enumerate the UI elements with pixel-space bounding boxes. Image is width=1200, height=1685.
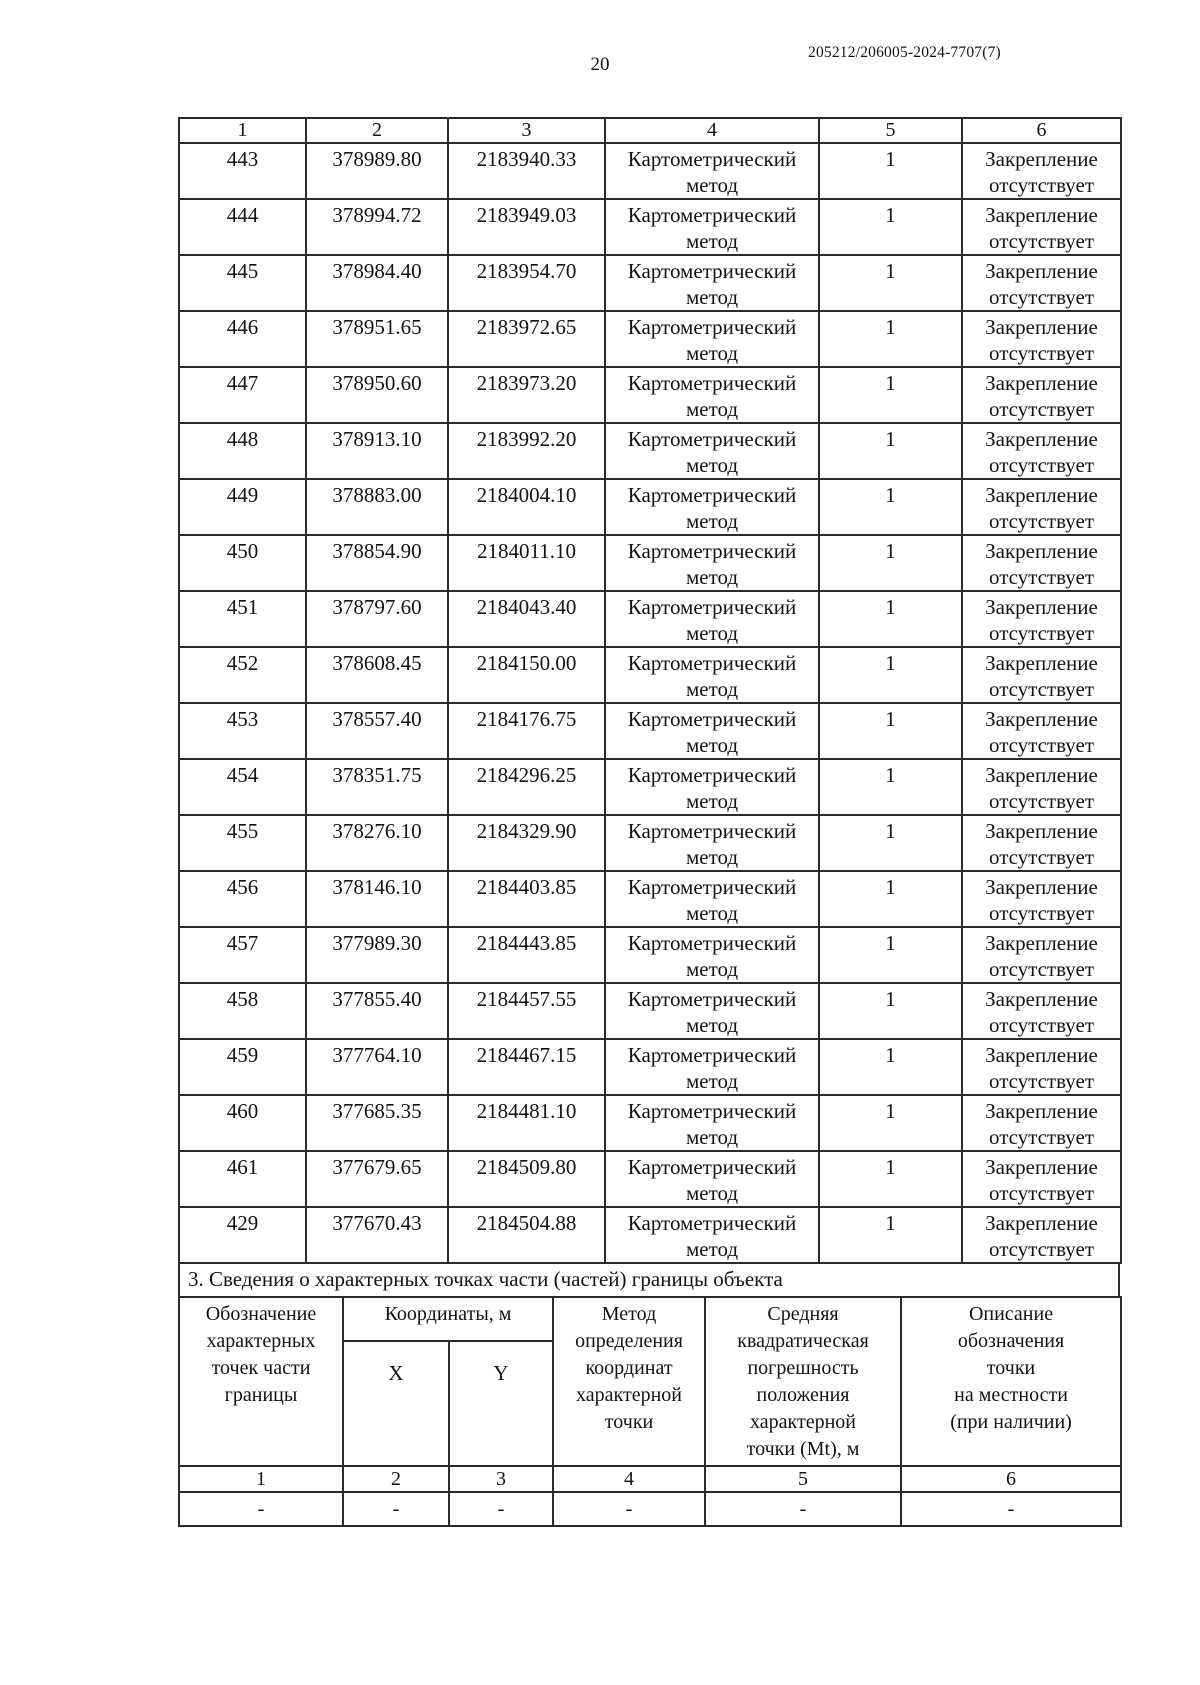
method-line: метод xyxy=(685,509,739,533)
header-line: характерной xyxy=(750,1411,856,1433)
table-row xyxy=(179,1039,1121,1095)
column-number: 1 xyxy=(179,118,306,143)
coordinate-y-cell: 2183949.03 xyxy=(448,199,605,255)
section-3-title: 3. Сведения о характерных точках части (частей) границы объекта xyxy=(178,1262,1120,1298)
coordinate-y-cell: 2184481.10 xyxy=(448,1095,605,1151)
method-line: Картометрический xyxy=(627,259,797,283)
method-line: метод xyxy=(685,621,739,645)
method-cell xyxy=(605,759,819,815)
header-line: характерной xyxy=(576,1384,682,1406)
table-row xyxy=(179,311,1121,367)
anchor-line: отсутствует xyxy=(988,789,1095,813)
method-line: Картометрический xyxy=(627,1043,797,1067)
anchor-cell xyxy=(962,1039,1121,1095)
empty-cell: - xyxy=(449,1492,553,1526)
anchor-cell xyxy=(962,647,1121,703)
method-line: метод xyxy=(685,845,739,869)
anchor-cell xyxy=(962,479,1121,535)
table-row xyxy=(179,983,1121,1039)
header-line: точки (Mt), м xyxy=(746,1438,860,1460)
page-number: 20 xyxy=(590,54,610,75)
method-line: метод xyxy=(685,901,739,925)
anchor-line: отсутствует xyxy=(988,285,1095,309)
mt-cell: 1 xyxy=(819,1207,962,1263)
coordinate-x-cell: 378951.65 xyxy=(306,311,448,367)
anchor-line: Закрепление xyxy=(985,1155,1098,1179)
coordinate-x-cell: 377670.43 xyxy=(306,1207,448,1263)
anchor-line: отсутствует xyxy=(988,509,1095,533)
mt-cell: 1 xyxy=(819,1095,962,1151)
mt-cell: 1 xyxy=(819,703,962,759)
anchor-line: отсутствует xyxy=(988,957,1095,981)
header-description xyxy=(901,1297,1121,1466)
anchor-cell xyxy=(962,367,1121,423)
method-line: Картометрический xyxy=(627,1099,797,1123)
anchor-cell xyxy=(962,255,1121,311)
column-number: 3 xyxy=(449,1466,553,1492)
method-line: метод xyxy=(685,453,739,477)
column-number: 3 xyxy=(448,118,605,143)
anchor-line: Закрепление xyxy=(985,1099,1098,1123)
anchor-line: отсутствует xyxy=(988,453,1095,477)
point-rows xyxy=(179,143,1121,1263)
mt-cell: 1 xyxy=(819,143,962,199)
anchor-line: отсутствует xyxy=(988,901,1095,925)
mt-cell: 1 xyxy=(819,647,962,703)
method-cell xyxy=(605,311,819,367)
header-line: погрешность xyxy=(747,1357,859,1379)
anchor-line: Закрепление xyxy=(985,1043,1098,1067)
column-number: 6 xyxy=(901,1466,1121,1492)
header-designation xyxy=(179,1297,343,1466)
parts-empty-row xyxy=(179,1492,1121,1526)
anchor-line: Закрепление xyxy=(985,371,1098,395)
header-line: Обозначение xyxy=(205,1303,317,1325)
header-line: обозначения xyxy=(957,1330,1065,1352)
anchor-line: отсутствует xyxy=(988,565,1095,589)
coordinate-y-cell: 2184004.10 xyxy=(448,479,605,535)
anchor-cell xyxy=(962,1207,1121,1263)
method-line: метод xyxy=(685,957,739,981)
method-line: метод xyxy=(685,1125,739,1149)
header-line: Средняя xyxy=(767,1303,839,1325)
anchor-line: Закрепление xyxy=(985,203,1098,227)
anchor-cell xyxy=(962,591,1121,647)
coordinate-y-cell: 2184509.80 xyxy=(448,1151,605,1207)
method-line: метод xyxy=(685,229,739,253)
parts-header-row-1 xyxy=(179,1297,1121,1341)
method-cell xyxy=(605,927,819,983)
point-number-cell: 447 xyxy=(179,367,306,423)
method-line: метод xyxy=(685,397,739,421)
method-line: Картометрический xyxy=(627,987,797,1011)
point-number-cell: 446 xyxy=(179,311,306,367)
point-number-cell: 449 xyxy=(179,479,306,535)
mt-cell: 1 xyxy=(819,199,962,255)
method-line: Картометрический xyxy=(627,819,797,843)
anchor-line: отсутствует xyxy=(988,397,1095,421)
anchor-line: отсутствует xyxy=(988,1069,1095,1093)
mt-cell: 1 xyxy=(819,983,962,1039)
mt-cell: 1 xyxy=(819,423,962,479)
point-number-cell: 457 xyxy=(179,927,306,983)
coordinate-y-cell: 2184329.90 xyxy=(448,815,605,871)
anchor-line: отсутствует xyxy=(988,173,1095,197)
coordinate-x-cell: 378989.80 xyxy=(306,143,448,199)
header-line: точки xyxy=(986,1357,1036,1379)
header-line: на местности xyxy=(954,1384,1068,1406)
method-line: Картометрический xyxy=(627,931,797,955)
header-rms-error xyxy=(705,1297,901,1466)
mt-cell: 1 xyxy=(819,1151,962,1207)
anchor-cell xyxy=(962,703,1121,759)
point-number-cell: 452 xyxy=(179,647,306,703)
point-number-cell: 445 xyxy=(179,255,306,311)
table-row xyxy=(179,647,1121,703)
method-cell xyxy=(605,647,819,703)
table-row xyxy=(179,1151,1121,1207)
anchor-line: Закрепление xyxy=(985,483,1098,507)
header-line: положения xyxy=(756,1384,850,1406)
anchor-line: Закрепление xyxy=(985,147,1098,171)
header-line: точек части xyxy=(211,1357,311,1379)
anchor-line: отсутствует xyxy=(988,621,1095,645)
column-number: 6 xyxy=(962,118,1121,143)
mt-cell: 1 xyxy=(819,927,962,983)
coordinate-x-cell: 378608.45 xyxy=(306,647,448,703)
method-line: Картометрический xyxy=(627,1155,797,1179)
coordinate-x-cell: 377679.65 xyxy=(306,1151,448,1207)
anchor-line: отсутствует xyxy=(988,1125,1095,1149)
coordinate-y-cell: 2183973.20 xyxy=(448,367,605,423)
header-line: границы xyxy=(224,1384,298,1406)
method-line: Картометрический xyxy=(627,707,797,731)
header-line: точки xyxy=(604,1411,654,1433)
coordinate-x-cell: 378994.72 xyxy=(306,199,448,255)
point-number-cell: 429 xyxy=(179,1207,306,1263)
method-line: Картометрический xyxy=(627,763,797,787)
point-number-cell: 461 xyxy=(179,1151,306,1207)
coordinate-x-cell: 378797.60 xyxy=(306,591,448,647)
column-number: 4 xyxy=(553,1466,705,1492)
coordinate-x-cell: 378984.40 xyxy=(306,255,448,311)
header-line: квадратическая xyxy=(737,1330,869,1352)
method-line: Картометрический xyxy=(627,875,797,899)
parts-table xyxy=(178,1296,1122,1527)
anchor-cell xyxy=(962,927,1121,983)
point-number-cell: 459 xyxy=(179,1039,306,1095)
point-number-cell: 443 xyxy=(179,143,306,199)
table-row xyxy=(179,871,1121,927)
anchor-line: отсутствует xyxy=(988,845,1095,869)
anchor-line: Закрепление xyxy=(985,763,1098,787)
table-row xyxy=(179,927,1121,983)
column-number: 5 xyxy=(705,1466,901,1492)
anchor-line: отсутствует xyxy=(988,1237,1095,1261)
table-row xyxy=(179,535,1121,591)
coordinate-x-cell: 377855.40 xyxy=(306,983,448,1039)
method-line: Картометрический xyxy=(627,651,797,675)
method-line: Картометрический xyxy=(627,203,797,227)
anchor-cell xyxy=(962,815,1121,871)
table-row xyxy=(179,423,1121,479)
header-line: координат xyxy=(585,1357,673,1379)
anchor-line: Закрепление xyxy=(985,427,1098,451)
coordinate-y-cell: 2184150.00 xyxy=(448,647,605,703)
header-line: характерных xyxy=(206,1330,316,1352)
method-line: Картометрический xyxy=(627,315,797,339)
table-row xyxy=(179,199,1121,255)
point-number-cell: 450 xyxy=(179,535,306,591)
method-line: метод xyxy=(685,677,739,701)
coordinate-y-cell: 2184296.25 xyxy=(448,759,605,815)
method-line: метод xyxy=(685,733,739,757)
anchor-cell xyxy=(962,199,1121,255)
mt-cell: 1 xyxy=(819,535,962,591)
anchor-cell xyxy=(962,143,1121,199)
column-number: 2 xyxy=(343,1466,449,1492)
header-method xyxy=(553,1297,705,1466)
point-number-cell: 444 xyxy=(179,199,306,255)
point-number-cell: 458 xyxy=(179,983,306,1039)
method-cell xyxy=(605,871,819,927)
coordinate-x-cell: 377989.30 xyxy=(306,927,448,983)
table-row xyxy=(179,815,1121,871)
anchor-line: Закрепление xyxy=(985,595,1098,619)
method-cell xyxy=(605,367,819,423)
mt-cell: 1 xyxy=(819,255,962,311)
empty-cell: - xyxy=(179,1492,343,1526)
anchor-cell xyxy=(962,759,1121,815)
mt-cell: 1 xyxy=(819,1039,962,1095)
header-x: X xyxy=(343,1341,449,1466)
method-cell xyxy=(605,1095,819,1151)
empty-cell: - xyxy=(553,1492,705,1526)
coordinate-x-cell: 377764.10 xyxy=(306,1039,448,1095)
table-row xyxy=(179,1095,1121,1151)
method-cell xyxy=(605,983,819,1039)
method-cell xyxy=(605,815,819,871)
table-row xyxy=(179,759,1121,815)
coordinate-y-cell: 2183992.20 xyxy=(448,423,605,479)
anchor-cell xyxy=(962,423,1121,479)
coordinate-x-cell: 378276.10 xyxy=(306,815,448,871)
empty-cell: - xyxy=(343,1492,449,1526)
method-line: Картометрический xyxy=(627,427,797,451)
method-line: метод xyxy=(685,341,739,365)
empty-cell: - xyxy=(901,1492,1121,1526)
method-line: метод xyxy=(685,1181,739,1205)
coordinate-x-cell: 378883.00 xyxy=(306,479,448,535)
coordinate-x-cell: 377685.35 xyxy=(306,1095,448,1151)
header-coordinates: Координаты, м xyxy=(343,1297,553,1341)
anchor-cell xyxy=(962,311,1121,367)
point-number-cell: 453 xyxy=(179,703,306,759)
anchor-line: Закрепление xyxy=(985,539,1098,563)
anchor-line: Закрепление xyxy=(985,315,1098,339)
method-line: метод xyxy=(685,789,739,813)
header-line: (при наличии) xyxy=(950,1411,1072,1433)
coordinate-x-cell: 378351.75 xyxy=(306,759,448,815)
table-row xyxy=(179,1207,1121,1263)
mt-cell: 1 xyxy=(819,815,962,871)
point-number-cell: 448 xyxy=(179,423,306,479)
method-line: метод xyxy=(685,565,739,589)
point-number-cell: 456 xyxy=(179,871,306,927)
anchor-line: Закрепление xyxy=(985,259,1098,283)
anchor-line: отсутствует xyxy=(988,1181,1095,1205)
coordinate-x-cell: 378950.60 xyxy=(306,367,448,423)
column-number: 5 xyxy=(819,118,962,143)
empty-cell: - xyxy=(705,1492,901,1526)
mt-cell: 1 xyxy=(819,759,962,815)
method-cell xyxy=(605,703,819,759)
method-line: Картометрический xyxy=(627,1211,797,1235)
method-line: метод xyxy=(685,285,739,309)
method-cell xyxy=(605,479,819,535)
method-cell xyxy=(605,535,819,591)
anchor-line: Закрепление xyxy=(985,931,1098,955)
anchor-line: отсутствует xyxy=(988,1013,1095,1037)
document-number: 205212/206005-2024-7707(7) xyxy=(808,44,1001,61)
mt-cell: 1 xyxy=(819,311,962,367)
method-cell xyxy=(605,591,819,647)
coordinate-y-cell: 2183954.70 xyxy=(448,255,605,311)
method-line: Картометрический xyxy=(627,483,797,507)
points-table xyxy=(178,117,1122,1264)
method-cell xyxy=(605,423,819,479)
coordinate-y-cell: 2183972.65 xyxy=(448,311,605,367)
method-line: Картометрический xyxy=(627,147,797,171)
anchor-cell xyxy=(962,1151,1121,1207)
column-number: 4 xyxy=(605,118,819,143)
page-content xyxy=(178,117,1120,1527)
method-line: метод xyxy=(685,1237,739,1261)
mt-cell: 1 xyxy=(819,479,962,535)
method-line: метод xyxy=(685,173,739,197)
method-line: Картометрический xyxy=(627,539,797,563)
column-number: 1 xyxy=(179,1466,343,1492)
method-cell xyxy=(605,1039,819,1095)
anchor-line: Закрепление xyxy=(985,651,1098,675)
coordinate-x-cell: 378557.40 xyxy=(306,703,448,759)
mt-cell: 1 xyxy=(819,871,962,927)
anchor-cell xyxy=(962,1095,1121,1151)
coordinate-x-cell: 378854.90 xyxy=(306,535,448,591)
anchor-line: Закрепление xyxy=(985,1211,1098,1235)
coordinate-x-cell: 378913.10 xyxy=(306,423,448,479)
table-row xyxy=(179,255,1121,311)
anchor-line: Закрепление xyxy=(985,707,1098,731)
anchor-cell xyxy=(962,535,1121,591)
method-line: метод xyxy=(685,1013,739,1037)
coordinate-y-cell: 2184043.40 xyxy=(448,591,605,647)
header-line: определения xyxy=(575,1330,683,1352)
coordinate-y-cell: 2184176.75 xyxy=(448,703,605,759)
table-row xyxy=(179,591,1121,647)
method-line: метод xyxy=(685,1069,739,1093)
coordinate-y-cell: 2183940.33 xyxy=(448,143,605,199)
anchor-line: Закрепление xyxy=(985,875,1098,899)
points-table-column-numbers xyxy=(179,118,1121,143)
anchor-line: отсутствует xyxy=(988,341,1095,365)
coordinate-y-cell: 2184504.88 xyxy=(448,1207,605,1263)
point-number-cell: 454 xyxy=(179,759,306,815)
method-cell xyxy=(605,143,819,199)
method-line: Картометрический xyxy=(627,595,797,619)
method-cell xyxy=(605,255,819,311)
method-cell xyxy=(605,1151,819,1207)
table-row xyxy=(179,143,1121,199)
anchor-cell xyxy=(962,871,1121,927)
anchor-line: отсутствует xyxy=(988,229,1095,253)
method-cell xyxy=(605,199,819,255)
coordinate-y-cell: 2184403.85 xyxy=(448,871,605,927)
column-number: 2 xyxy=(306,118,448,143)
parts-table-column-numbers xyxy=(179,1466,1121,1492)
anchor-line: отсутствует xyxy=(988,677,1095,701)
coordinate-y-cell: 2184467.15 xyxy=(448,1039,605,1095)
mt-cell: 1 xyxy=(819,367,962,423)
method-line: Картометрический xyxy=(627,371,797,395)
method-cell xyxy=(605,1207,819,1263)
coordinate-y-cell: 2184457.55 xyxy=(448,983,605,1039)
coordinate-x-cell: 378146.10 xyxy=(306,871,448,927)
point-number-cell: 451 xyxy=(179,591,306,647)
point-number-cell: 460 xyxy=(179,1095,306,1151)
mt-cell: 1 xyxy=(819,591,962,647)
coordinate-y-cell: 2184443.85 xyxy=(448,927,605,983)
anchor-line: Закрепление xyxy=(985,987,1098,1011)
coordinate-y-cell: 2184011.10 xyxy=(448,535,605,591)
header-y: Y xyxy=(449,1341,553,1466)
anchor-line: Закрепление xyxy=(985,819,1098,843)
point-number-cell: 455 xyxy=(179,815,306,871)
table-row xyxy=(179,367,1121,423)
header-line: Метод xyxy=(601,1303,657,1325)
anchor-line: отсутствует xyxy=(988,733,1095,757)
table-row xyxy=(179,479,1121,535)
anchor-cell xyxy=(962,983,1121,1039)
table-row xyxy=(179,703,1121,759)
header-line: Описание xyxy=(968,1303,1054,1325)
